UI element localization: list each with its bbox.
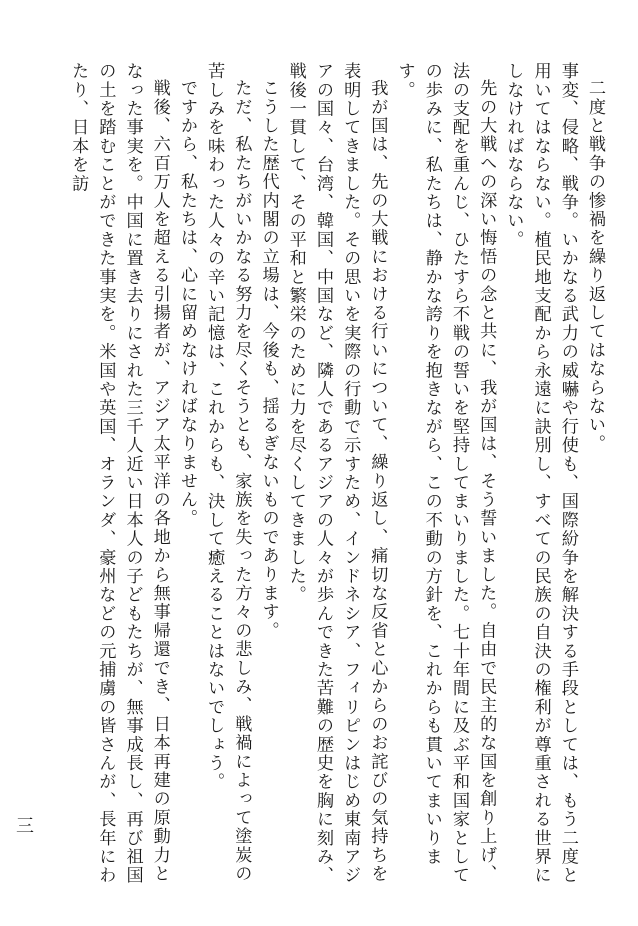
paragraph-2: 事変、侵略、戦争。いかなる武力の威嚇や行使も、国際紛争を解決する手段としては、もう二度と用いてはならない。植民地支配から永遠に訣別し、すべての民族の自決の権利が尊重される世界にしなければならない。 [503, 62, 578, 885]
vertical-text-body [64, 62, 608, 892]
paragraph-3: 先の大戦への深い悔悟の念と共に、我が国は、そう誓いました。自由で民主的な国を創り上げ、法の支配を重んじ、ひたすら不戦の誓いを堅持してまいりました。七十年間に及ぶ平和国家としての歩みに、私たちは、静かな誇りを抱きながら、この不動の方針を、これからも貫いてまいります。 [394, 62, 497, 885]
paragraph-1: 二度と戦争の惨禍を繰り返してはならない。 [585, 79, 605, 454]
paragraph-6: ただ、私たちがいかなる努力を尽くそうとも、家族を失った方々の悲しみ、戦禍によって塗炭の苦しみを味わった人々の辛い記憶は、これからも、決して癒えることはないでしょう。 [204, 62, 252, 884]
page-number: 三 [13, 816, 34, 834]
paragraph-5: こうした歴代内閣の立場は、今後も、揺るぎないものであります。 [258, 79, 279, 641]
paragraph-4: 我が国は、先の大戦における行いについて、繰り返し、痛切な反省と心からのお詫びの気持ちを表明してきました。その思いを実際の行動で示すため、インドネシア、フィリピンはじめ東南アジアの国々、台湾、韓国、中国など、隣人であるアジアの人々が歩んできた苦難の歴史を胸に刻み、戦後一貫して、その平和と繁栄のために力を尽くしてきました。 [285, 62, 388, 885]
paragraph-7: ですから、私たちは、心に留めなければなりません。 [176, 79, 197, 528]
paragraph-8: 戦後、六百万人を超える引揚者が、アジア太平洋の各地から無事帰還でき、日本再建の原動力となった事実を。中国に置き去りにされた三千人近い日本人の子どもたちが、無事成長し、再び祖国の土を踏むことができた事実を。米国や英国、オランダ、豪州などの元捕虜の皆さんが、長年にわたり、日本を訪 [68, 62, 170, 885]
